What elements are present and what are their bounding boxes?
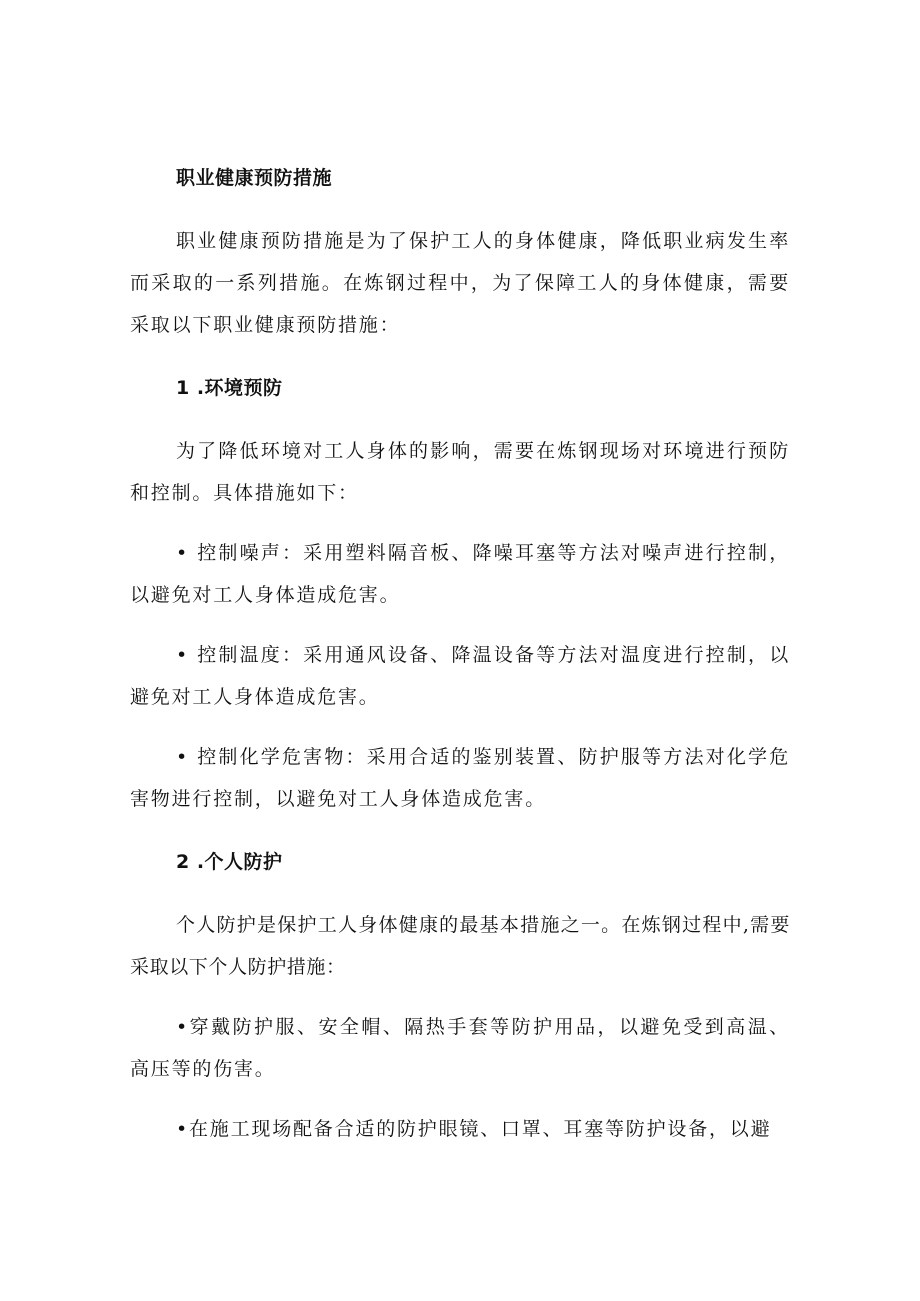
document-body: [130, 160, 790, 1150]
section-paragraph-environment: 为了降低环境对工人身体的影响，需要在炼钢现场对环境进行预防和控制。具体措施如下：: [130, 440, 790, 504]
section-heading-personal-protection: 2 .个人防护: [176, 851, 283, 873]
intro-paragraph: 职业健康预防措施是为了保护工人的身体健康，降低职业病发生率而采取的一系列措施。在炼钢过程中，为了保障工人的身体健康，需要采取以下职业健康预防措施：: [130, 230, 790, 336]
document-title: 职业健康预防措施: [176, 167, 333, 189]
bullet-temperature-control: • 控制温度：采用通风设备、降温设备等方法对温度进行控制，以避免对工人身体造成危害。: [130, 644, 790, 708]
section-paragraph-personal-protection: 个人防护是保护工人身体健康的最基本措施之一。在炼钢过程中,需要采取以下个人防护措施：: [130, 914, 790, 978]
bullet-protective-gear: •穿戴防护服、安全帽、隔热手套等防护用品，以避免受到高温、高压等的伤害。: [130, 1016, 790, 1080]
bullet-noise-control: • 控制噪声：采用塑料隔音板、降噪耳塞等方法对噪声进行控制，以避免对工人身体造成危害。: [130, 542, 790, 606]
bullet-protective-equipment: •在施工现场配备合适的防护眼镜、口罩、耳塞等防护设备，以避: [176, 1118, 772, 1140]
bullet-chemical-control: • 控制化学危害物：采用合适的鉴别装置、防护服等方法对化学危害物进行控制，以避免对工人身体造成危害。: [130, 746, 790, 810]
section-heading-environment: 1 .环境预防: [176, 377, 283, 399]
